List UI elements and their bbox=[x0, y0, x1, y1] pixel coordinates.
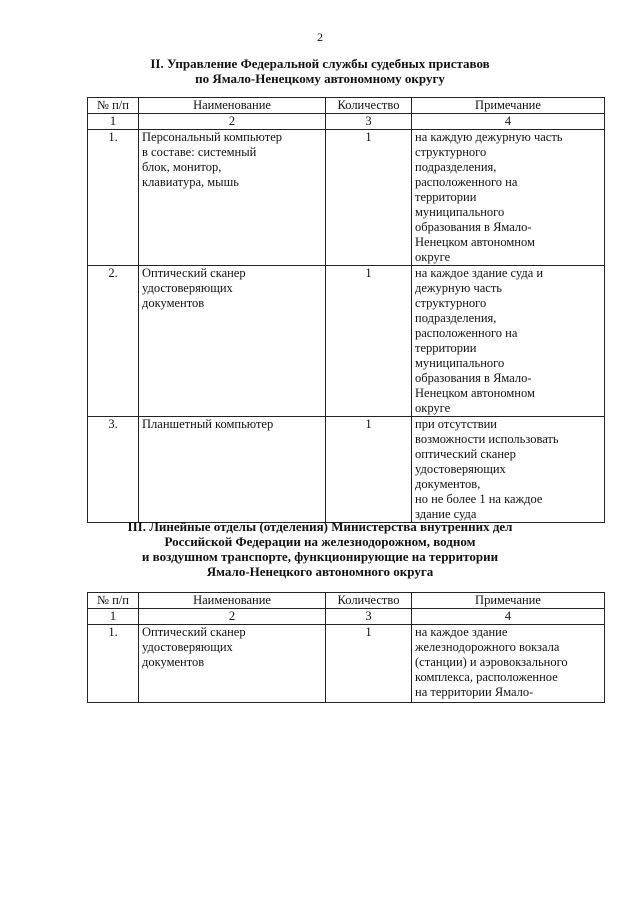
header-cell-quantity: Количество bbox=[326, 593, 412, 609]
note-line: территории bbox=[415, 341, 477, 355]
table-row bbox=[88, 266, 605, 417]
index-cell: 3 bbox=[326, 114, 412, 130]
name-line: документов bbox=[142, 655, 205, 669]
row-note-cell bbox=[412, 130, 605, 266]
note-line: территории bbox=[415, 190, 477, 204]
table-index-row bbox=[88, 609, 605, 625]
row-note-cell bbox=[412, 417, 605, 523]
note-line: структурного bbox=[415, 296, 487, 310]
section-3-table bbox=[87, 592, 605, 703]
note-line: но не более 1 на каждое bbox=[415, 492, 543, 506]
note-line: на каждое здание bbox=[415, 625, 508, 639]
index-cell: 4 bbox=[412, 114, 605, 130]
header-cell-number: № п/п bbox=[88, 593, 139, 609]
header-cell-name: Наименование bbox=[139, 593, 326, 609]
table-row bbox=[88, 130, 605, 266]
note-line: округе bbox=[415, 401, 451, 415]
note-line: округе bbox=[415, 250, 451, 264]
note-line: подразделения, bbox=[415, 160, 497, 174]
note-line: комплекса, расположенное bbox=[415, 670, 558, 684]
note-line: муниципального bbox=[415, 205, 505, 219]
name-line: документов bbox=[142, 296, 205, 310]
index-cell: 4 bbox=[412, 609, 605, 625]
note-line: Ненецком автономном bbox=[415, 386, 535, 400]
note-line: Ненецком автономном bbox=[415, 235, 535, 249]
section-3-title-line: Ямало-Ненецкого автономного округа bbox=[206, 564, 434, 579]
section-2-title bbox=[0, 56, 640, 86]
table-header-row bbox=[88, 98, 605, 114]
index-cell: 3 bbox=[326, 609, 412, 625]
name-line: Планшетный компьютер bbox=[142, 417, 274, 431]
name-line: блок, монитор, bbox=[142, 160, 222, 174]
row-name-cell bbox=[139, 417, 326, 523]
note-line: удостоверяющих bbox=[415, 462, 506, 476]
row-quantity-cell: 1 bbox=[326, 266, 412, 417]
name-line: Персональный компьютер bbox=[142, 130, 282, 144]
row-name-cell bbox=[139, 266, 326, 417]
table-row bbox=[88, 625, 605, 703]
table-header-row bbox=[88, 593, 605, 609]
note-line: на территории Ямало- bbox=[415, 685, 534, 699]
note-line: при отсутствии bbox=[415, 417, 497, 431]
name-line: удостоверяющих bbox=[142, 281, 233, 295]
note-line: возможности использовать bbox=[415, 432, 559, 446]
note-line: подразделения, bbox=[415, 311, 497, 325]
note-line: железнодорожного вокзала bbox=[415, 640, 560, 654]
section-2-title-line: II. Управление Федеральной службы судебных приставов bbox=[150, 56, 490, 71]
section-3-title-line: и воздушном транспорте, функционирующие на территории bbox=[141, 549, 499, 564]
name-line: удостоверяющих bbox=[142, 640, 233, 654]
row-number-cell: 3. bbox=[88, 417, 139, 523]
index-cell: 1 bbox=[88, 609, 139, 625]
note-line: расположенного на bbox=[415, 326, 518, 340]
name-line: клавиатура, мышь bbox=[142, 175, 239, 189]
table-row bbox=[88, 417, 605, 523]
name-line: Оптический сканер bbox=[142, 266, 246, 280]
header-cell-quantity: Количество bbox=[326, 98, 412, 114]
row-quantity-cell: 1 bbox=[326, 417, 412, 523]
header-cell-name: Наименование bbox=[139, 98, 326, 114]
note-line: расположенного на bbox=[415, 175, 518, 189]
header-cell-number: № п/п bbox=[88, 98, 139, 114]
section-2-table bbox=[87, 97, 605, 523]
note-line: образования в Ямало- bbox=[415, 371, 532, 385]
row-name-cell bbox=[139, 625, 326, 703]
note-line: здание суда bbox=[415, 507, 477, 521]
row-number-cell: 2. bbox=[88, 266, 139, 417]
section-3-title-line: III. Линейные отделы (отделения) Министерства внутренних дел bbox=[127, 519, 513, 534]
row-quantity-cell: 1 bbox=[326, 625, 412, 703]
page-number: 2 bbox=[317, 30, 323, 44]
note-line: оптический сканер bbox=[415, 447, 516, 461]
note-line: документов, bbox=[415, 477, 481, 491]
note-line: муниципального bbox=[415, 356, 505, 370]
note-line: образования в Ямало- bbox=[415, 220, 532, 234]
index-cell: 2 bbox=[139, 609, 326, 625]
note-line: дежурную часть bbox=[415, 281, 502, 295]
table-index-row bbox=[88, 114, 605, 130]
note-line: структурного bbox=[415, 145, 487, 159]
note-line: (станции) и аэровокзального bbox=[415, 655, 568, 669]
note-line: на каждую дежурную часть bbox=[415, 130, 563, 144]
index-cell: 1 bbox=[88, 114, 139, 130]
row-note-cell bbox=[412, 625, 605, 703]
row-number-cell: 1. bbox=[88, 625, 139, 703]
row-note-cell bbox=[412, 266, 605, 417]
note-line: на каждое здание суда и bbox=[415, 266, 544, 280]
section-2-title-line: по Ямало-Ненецкому автономному округу bbox=[195, 71, 445, 86]
header-cell-note: Примечание bbox=[412, 593, 605, 609]
row-name-cell bbox=[139, 130, 326, 266]
row-number-cell: 1. bbox=[88, 130, 139, 266]
name-line: в составе: системный bbox=[142, 145, 257, 159]
row-quantity-cell: 1 bbox=[326, 130, 412, 266]
section-3-title bbox=[0, 519, 640, 579]
name-line: Оптический сканер bbox=[142, 625, 246, 639]
header-cell-note: Примечание bbox=[412, 98, 605, 114]
section-3-title-line: Российской Федерации на железнодорожном, водном bbox=[164, 534, 476, 549]
index-cell: 2 bbox=[139, 114, 326, 130]
